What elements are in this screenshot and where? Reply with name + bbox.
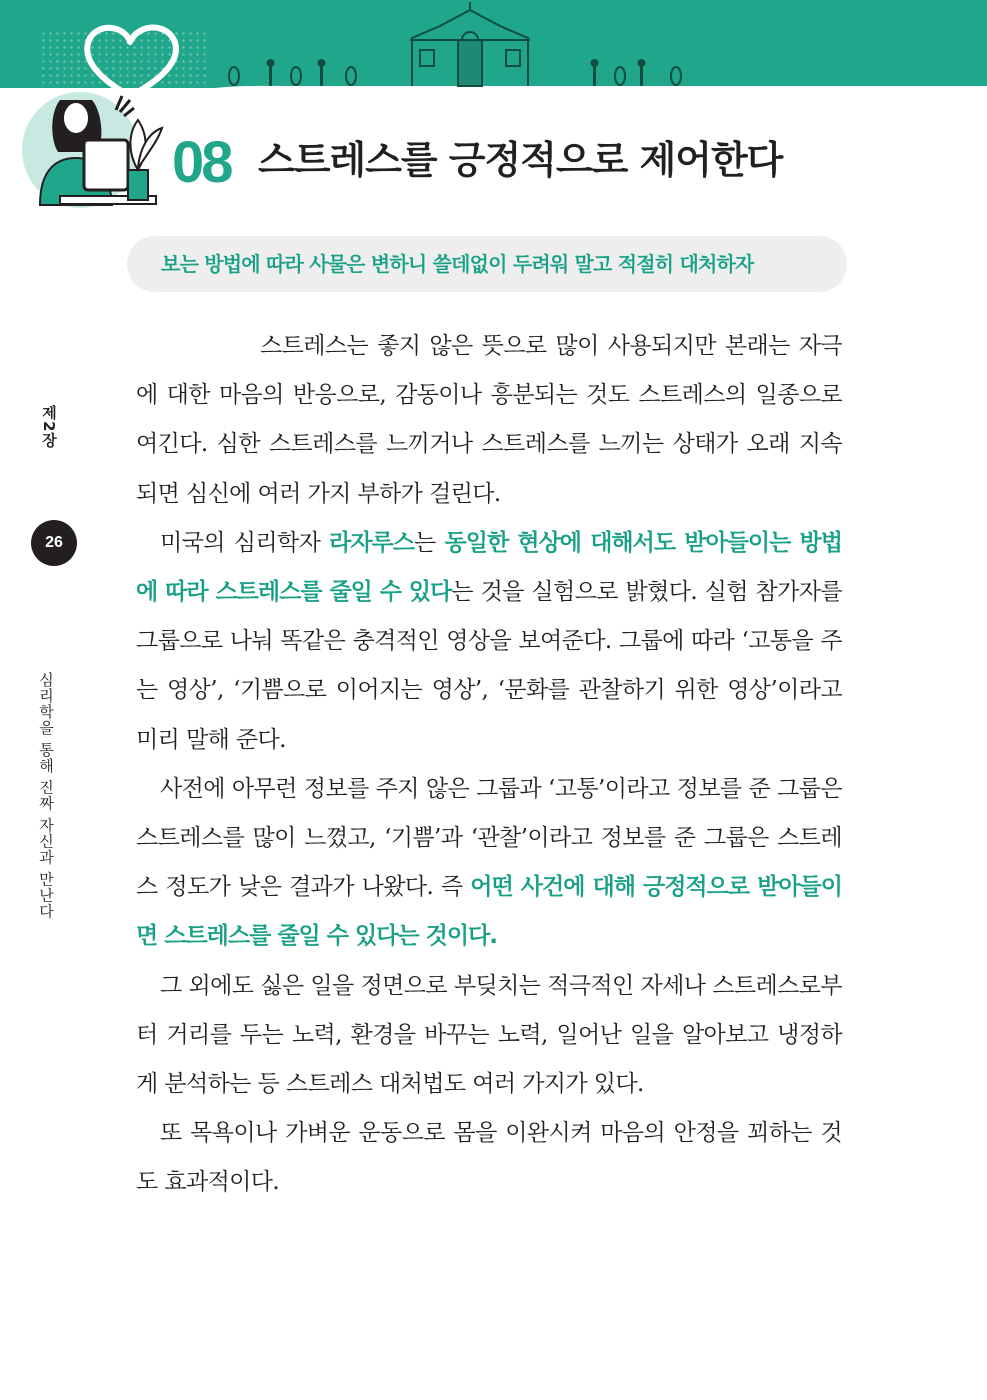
- sidebar-chapter-label: 제2장: [40, 405, 58, 449]
- page-number: 26: [31, 520, 77, 566]
- paragraph-5: 또 목욕이나 가벼운 운동으로 몸을 이완시켜 마음의 안정을 꾀하는 것도 효과적이다.: [136, 1120, 842, 1196]
- paragraph-2-text-c: 는 것을 실험으로 밝혔다. 실험 참가자를 그룹으로 나눠 똑같은 충격적인 영상을 보여준다. 그룹에 따라 ‘고통을 주는 영상’, ‘기쁨으로 이어지는 영상’, ‘문화를 관찰하기 위한 영상’이라고 미리 말해 준다.: [136, 579, 842, 753]
- body-text: [136, 322, 842, 1208]
- paragraph-2: [136, 519, 842, 765]
- chapter-number: 08: [172, 130, 231, 195]
- paragraph-4: 그 외에도 싫은 일을 정면으로 부딪치는 적극적인 자세나 스트레스로부터 거리를 두는 노력, 환경을 바꾸는 노력, 일어난 일을 알아보고 냉정하게 분석하는 등 스트레스 대처법도 여러 가지가 있다.: [136, 972, 842, 1098]
- house-illustration-icon: [410, 2, 530, 86]
- street-lamp-icon: [267, 59, 646, 86]
- tree-icon: [229, 67, 681, 85]
- paragraph-1: 스트레스는 좋지 않은 뜻으로 많이 사용되지만 본래는 자극에 대한 마음의 반응으로, 감동이나 흥분되는 것도 스트레스의 일종으로 여긴다. 심한 스트레스를 느끼거나 스트레스를 느끼는 상태가 오래 지속되면 심신에 여러 가지 부하가 걸린다.: [136, 333, 842, 507]
- paragraph-3-text: 사전에 아무런 정보를 주지 않은 그룹과 ‘고통’이라고 정보를 준 그룹은 스트레스를 많이 느꼈고, ‘기쁨’과 ‘관찰’이라고 정보를 준 그룹은 스트레스 정도가 낮은 결과가 나왔다. 즉: [136, 775, 842, 901]
- paragraph-2-text-a: 미국의 심리학자: [160, 529, 330, 556]
- paragraph-2-text-b: 는: [414, 529, 445, 556]
- highlight-lazarus: 라자루스: [329, 529, 414, 556]
- subtitle-banner: [127, 236, 847, 292]
- chapter-title: 스트레스를 긍정적으로 제어한다: [258, 138, 783, 182]
- paragraph-3: [136, 765, 842, 962]
- heart-outline-icon: [87, 27, 176, 96]
- header-illustration: [0, 0, 987, 230]
- subtitle-text: 보는 방법에 따라 사물은 변하니 쓸데없이 두려워 말고 적절히 대처하자: [161, 252, 754, 276]
- highlight-key-finding: 동일한 현상에 대해서도 받아들이는 방법에 따라 스트레스를 줄일 수 있다: [136, 529, 842, 606]
- sidebar-book-title: 심리학을 통해 진짜 자신과 만난다: [37, 672, 55, 920]
- highlight-conclusion: 어떤 사건에 대해 긍정적으로 받아들이면 스트레스를 줄일 수 있다는 것이다.: [136, 874, 842, 950]
